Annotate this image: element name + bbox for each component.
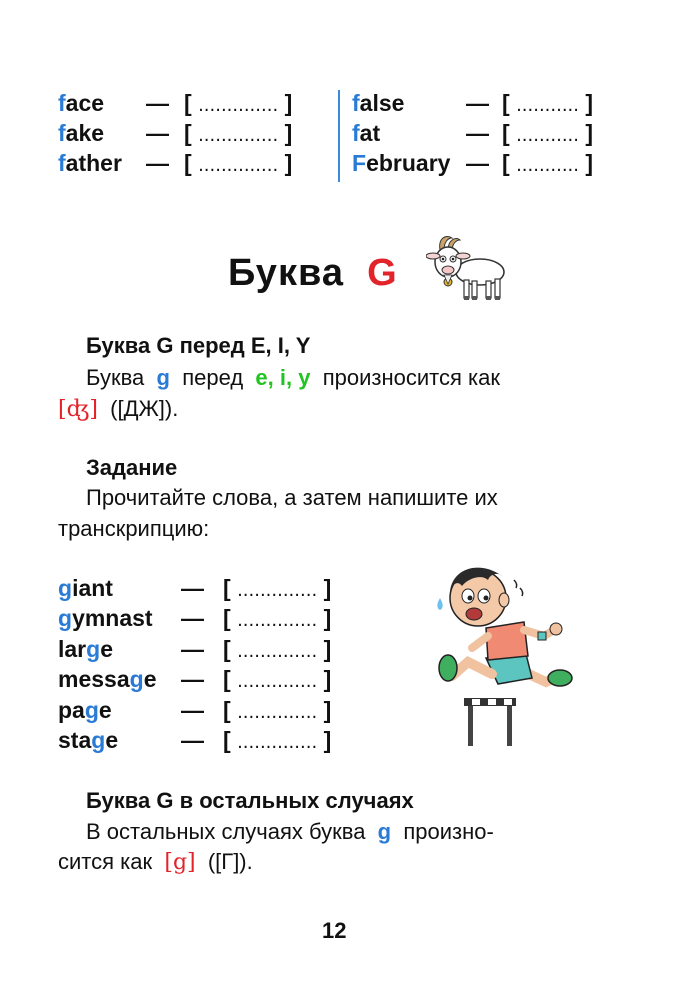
word: fake <box>58 120 105 146</box>
blank-transcription: [ .............. ] <box>223 697 332 723</box>
dash: — <box>181 636 204 662</box>
column-divider <box>338 90 340 182</box>
dash: — <box>181 697 204 723</box>
blank-transcription: [ .............. ] <box>184 150 293 176</box>
blank-transcription: [ .............. ] <box>223 605 332 631</box>
blank-transcription: [ ........... ] <box>502 90 594 116</box>
dash: — <box>466 90 489 116</box>
page-number: 12 <box>322 918 347 943</box>
section-heading: Буква G перед E, I, Y <box>86 333 311 358</box>
word: message <box>58 666 157 692</box>
blank-transcription: [ .............. ] <box>184 90 293 116</box>
blank-transcription: [ .............. ] <box>223 727 332 753</box>
blank-transcription: [ .............. ] <box>223 575 332 601</box>
dash: — <box>181 605 204 631</box>
rule-line-2: [ʤ] ([ДЖ]). <box>58 396 179 422</box>
goat-icon <box>426 232 508 304</box>
word: face <box>58 90 105 116</box>
rule-line: Буква g перед e, i, y произносится как <box>86 365 500 390</box>
blank-transcription: [ .............. ] <box>223 666 332 692</box>
task-heading: Задание <box>86 455 178 480</box>
hurdling-boy-illustration <box>428 550 578 750</box>
word: large <box>58 636 113 662</box>
dash: — <box>181 666 204 692</box>
word: page <box>58 697 112 723</box>
blank-transcription: [ .............. ] <box>223 636 332 662</box>
blank-transcription: [ .............. ] <box>184 120 293 146</box>
dash: — <box>146 120 169 146</box>
word: February <box>352 150 451 176</box>
blank-transcription: [ ........... ] <box>502 120 594 146</box>
task-line-2: транскрипцию: <box>58 516 210 541</box>
dash: — <box>146 90 169 116</box>
dash: — <box>466 120 489 146</box>
task-line: Прочитайте слова, а затем напишите их <box>86 485 498 510</box>
section-heading-2: Буква G в остальных случаях <box>86 788 414 813</box>
rule-line-4: сится как [g] ([Г]). <box>58 849 253 875</box>
dash: — <box>146 150 169 176</box>
word: father <box>58 150 122 176</box>
word: fat <box>352 120 381 146</box>
page-title: Буква G <box>228 252 398 294</box>
word: gymnast <box>58 605 153 631</box>
blank-transcription: [ ........... ] <box>502 150 594 176</box>
dash: — <box>466 150 489 176</box>
word: stage <box>58 727 119 753</box>
rule-line-3: В остальных случаях буква g произно- <box>86 819 494 844</box>
dash: — <box>181 575 204 601</box>
word: giant <box>58 575 113 601</box>
dash: — <box>181 727 204 753</box>
word: false <box>352 90 405 116</box>
